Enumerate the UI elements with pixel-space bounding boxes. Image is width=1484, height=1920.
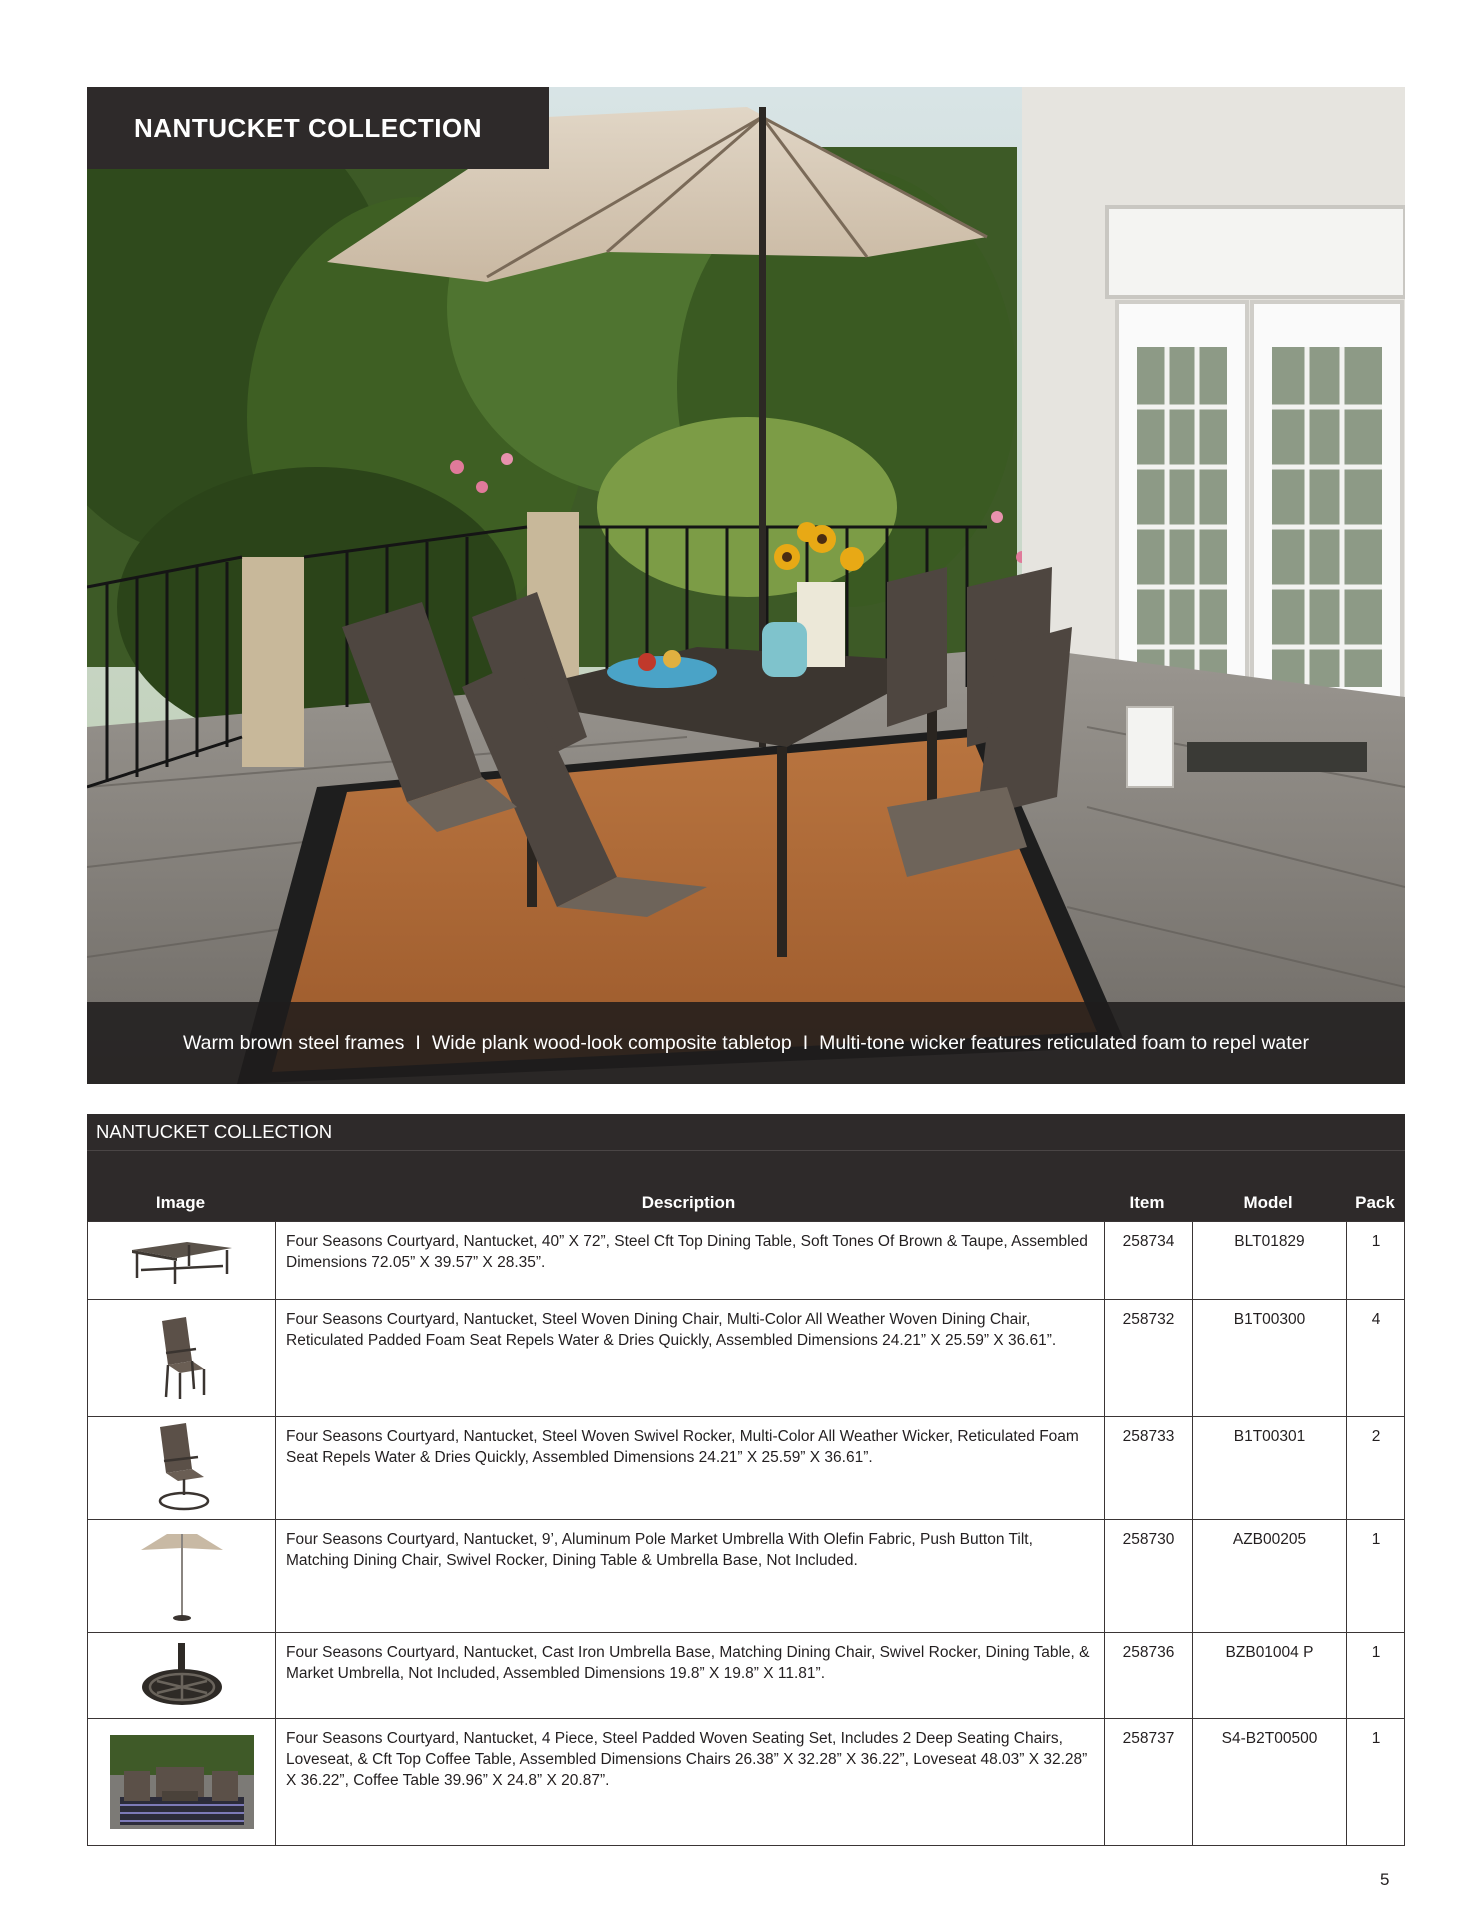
- header-description: Description: [641, 1193, 736, 1212]
- table-row: [88, 1299, 1404, 1416]
- product-description: Four Seasons Courtyard, Nantucket, 9’, Aluminum Pole Market Umbrella With Olefin Fabric, Push Button Tilt, Matching Dining Chair, Swivel Rocker, Dining Table & Umbrella Base, Not Included.: [275, 1520, 1104, 1632]
- seating-set-photo-icon: [110, 1735, 254, 1829]
- umbrella-base-icon: [137, 1641, 227, 1711]
- header-pack: Pack: [1355, 1193, 1395, 1212]
- table-row: [88, 1632, 1404, 1718]
- product-image-cell: [88, 1300, 275, 1416]
- table-row: [88, 1718, 1404, 1845]
- product-pack: 4: [1346, 1300, 1405, 1416]
- product-image-cell: [88, 1222, 275, 1299]
- product-table: [87, 1114, 1405, 1846]
- product-image-cell: [88, 1633, 275, 1718]
- dining-table-icon: [127, 1236, 237, 1286]
- product-item-number: 258736: [1104, 1633, 1192, 1718]
- feature-wicker: Multi-tone wicker features reticulated foam to repel water: [819, 1031, 1310, 1054]
- product-image-cell: [88, 1719, 275, 1845]
- product-item-number: 258733: [1104, 1417, 1192, 1519]
- product-description: Four Seasons Courtyard, Nantucket, Steel Woven Dining Chair, Multi-Color All Weather Woven Dining Chair, Reticulated Padded Foam Seat Repels Water & Dries Quickly, Assembled Dimensions 24.21” X 25.59” X 36.61”.: [275, 1300, 1104, 1416]
- product-item-number: 258732: [1104, 1300, 1192, 1416]
- product-item-number: 258737: [1104, 1719, 1192, 1845]
- product-description: Four Seasons Courtyard, Nantucket, 4 Piece, Steel Padded Woven Seating Set, Includes 2 Deep Seating Chairs, Loveseat, & Cft Top Coffee Table, Assembled Dimensions Chairs 26.38” X 32.28” X 36.22”, Loveseat 48.03” X 32.28” X 36.22”, Coffee Table 39.96” X 24.8” X 20.87”.: [275, 1719, 1104, 1845]
- table-row: [88, 1221, 1404, 1299]
- swivel-rocker-icon: [150, 1423, 214, 1513]
- feature-steel-frames: Warm brown steel frames: [182, 1031, 405, 1054]
- market-umbrella-icon: [137, 1528, 227, 1624]
- feature-separator: I: [802, 1031, 809, 1054]
- feature-separator: I: [415, 1031, 421, 1054]
- product-description: Four Seasons Courtyard, Nantucket, Steel Woven Swivel Rocker, Multi-Color All Weather Wicker, Reticulated Foam Seat Repels Water & Dries Quickly, Assembled Dimensions 24.21” X 25.59” X 36.61”.: [275, 1417, 1104, 1519]
- product-pack: 2: [1346, 1417, 1405, 1519]
- product-pack: 1: [1346, 1222, 1405, 1299]
- product-model: BZB01004 P: [1192, 1633, 1346, 1718]
- product-description: Four Seasons Courtyard, Nantucket, Cast Iron Umbrella Base, Matching Dining Chair, Swivel Rocker, Dining Table, & Market Umbrella, Not Included, Assembled Dimensions 19.8” X 19.8” X 11.81”.: [275, 1633, 1104, 1718]
- table-row: [88, 1416, 1404, 1519]
- table-row: [88, 1519, 1404, 1632]
- dining-chair-icon: [152, 1315, 212, 1401]
- page-number: 5: [1380, 1870, 1390, 1889]
- table-header-row: [87, 1150, 1405, 1221]
- header-image: Image: [155, 1193, 206, 1212]
- product-model: AZB00205: [1192, 1520, 1346, 1632]
- table-title: NANTUCKET COLLECTION: [87, 1114, 1405, 1150]
- product-description: Four Seasons Courtyard, Nantucket, 40” X 72”, Steel Cft Top Dining Table, Soft Tones Of Brown & Taupe, Assembled Dimensions 72.05” X 39.57” X 28.35”.: [275, 1222, 1104, 1299]
- product-model: B1T00300: [1192, 1300, 1346, 1416]
- collection-title-banner: NANTUCKET COLLECTION: [87, 87, 549, 169]
- product-item-number: 258730: [1104, 1520, 1192, 1632]
- product-model: B1T00301: [1192, 1417, 1346, 1519]
- product-model: S4-B2T00500: [1192, 1719, 1346, 1845]
- table-body: [87, 1221, 1405, 1846]
- hero-photo: [87, 87, 1405, 1084]
- patio-scene-illustration: [87, 87, 1405, 1084]
- product-model: BLT01829: [1192, 1222, 1346, 1299]
- product-pack: 1: [1346, 1719, 1405, 1845]
- product-pack: 1: [1346, 1633, 1405, 1718]
- feature-tabletop: Wide plank wood-look composite tabletop: [431, 1031, 792, 1054]
- feature-caption-bar: [87, 1002, 1405, 1084]
- product-image-cell: [88, 1417, 275, 1519]
- product-image-cell: [88, 1520, 275, 1632]
- product-item-number: 258734: [1104, 1222, 1192, 1299]
- header-item: Item: [1129, 1193, 1165, 1212]
- product-pack: 1: [1346, 1520, 1405, 1632]
- header-model: Model: [1243, 1193, 1293, 1212]
